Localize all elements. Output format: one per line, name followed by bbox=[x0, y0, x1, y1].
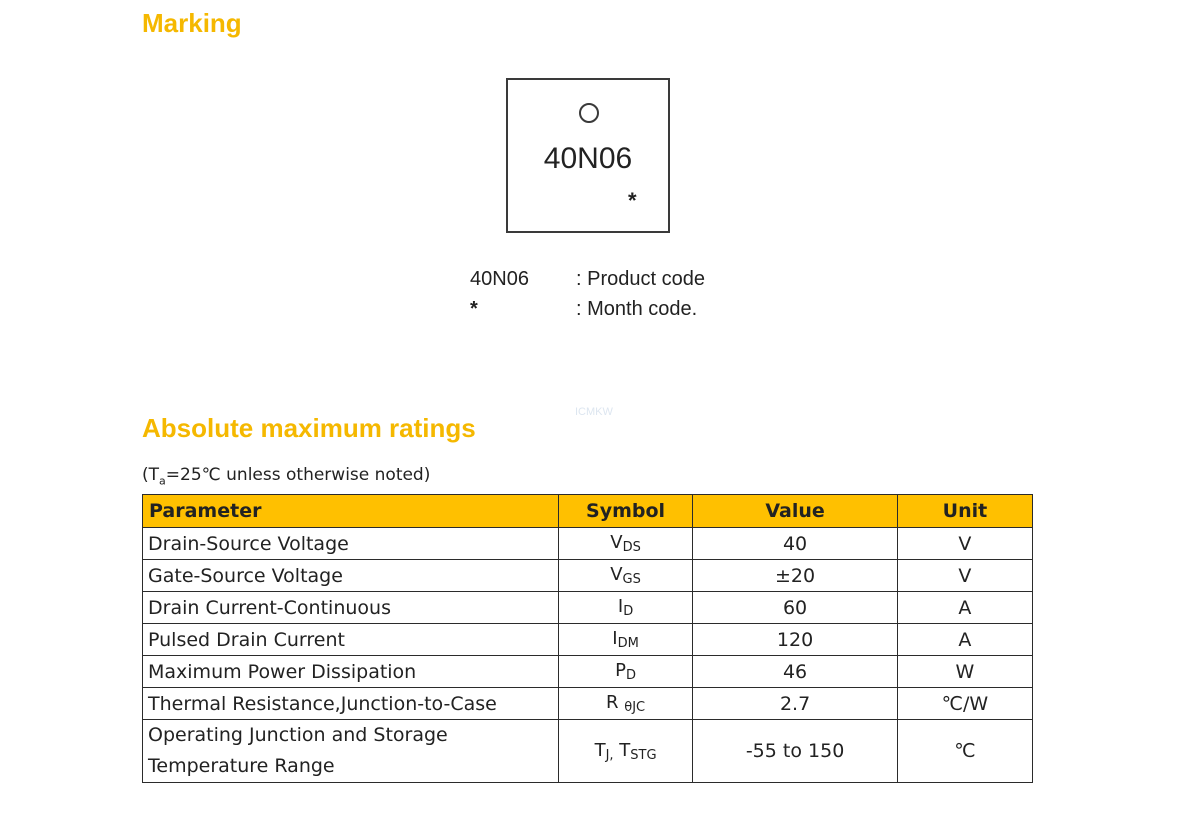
table-row bbox=[143, 624, 1033, 656]
cell-symbol: $P_D$ bbox=[558, 656, 692, 688]
cell-symbol: $I_D$ bbox=[558, 592, 692, 624]
cell-symbol: $T_{J,}$ $T_{STG}$ bbox=[558, 720, 692, 783]
header-value: Value bbox=[693, 495, 898, 528]
chip-package-outline bbox=[506, 78, 670, 233]
cell-value: 60 bbox=[693, 592, 898, 624]
legend-key: 40N06 bbox=[470, 267, 529, 290]
cell-parameter: Thermal Resistance,Junction-to-Case bbox=[143, 688, 559, 720]
chip-month-star: * bbox=[628, 188, 637, 213]
cell-unit: W bbox=[897, 656, 1032, 688]
cell-parameter: Gate-Source Voltage bbox=[143, 560, 559, 592]
table-row bbox=[143, 656, 1033, 688]
header-unit: Unit bbox=[897, 495, 1032, 528]
table-row bbox=[143, 720, 1033, 783]
cell-parameter: Maximum Power Dissipation bbox=[143, 656, 559, 688]
cell-value: 46 bbox=[693, 656, 898, 688]
cell-unit: A bbox=[897, 624, 1032, 656]
legend-key: * bbox=[470, 297, 478, 320]
cell-parameter: Drain-Source Voltage bbox=[143, 528, 559, 560]
cell-symbol: $V_{GS}$ bbox=[558, 560, 692, 592]
cell-unit: V bbox=[897, 528, 1032, 560]
cell-symbol: $V_{DS}$ bbox=[558, 528, 692, 560]
cell-unit: ℃ bbox=[897, 720, 1032, 783]
cell-parameter: Pulsed Drain Current bbox=[143, 624, 559, 656]
ratings-title: Absolute maximum ratings bbox=[142, 413, 476, 443]
cell-value: 120 bbox=[693, 624, 898, 656]
cell-value: 40 bbox=[693, 528, 898, 560]
header-symbol: Symbol bbox=[558, 495, 692, 528]
pin1-dot-icon bbox=[579, 103, 599, 123]
legend-desc: : Product code bbox=[576, 267, 705, 290]
cell-symbol: $I_{DM}$ bbox=[558, 624, 692, 656]
cell-parameter: Operating Junction and Storage Temperature Range bbox=[143, 720, 559, 783]
table-row bbox=[143, 528, 1033, 560]
cell-unit: A bbox=[897, 592, 1032, 624]
table-row bbox=[143, 688, 1033, 720]
cell-value: -55 to 150 bbox=[693, 720, 898, 783]
chip-marking-code: 40N06 bbox=[543, 142, 633, 175]
table-header-row bbox=[143, 495, 1033, 528]
ratings-note: ($T_a=25℃$ unless otherwise noted) bbox=[142, 465, 431, 488]
cell-value: ±20 bbox=[693, 560, 898, 592]
cell-unit: V bbox=[897, 560, 1032, 592]
watermark: ICMKW bbox=[575, 406, 613, 418]
legend-row-product bbox=[470, 264, 705, 294]
legend-row-month bbox=[470, 294, 705, 324]
legend-desc: : Month code. bbox=[576, 297, 698, 320]
cell-symbol: R $_{\theta JC}$ bbox=[558, 688, 692, 720]
marking-legend bbox=[470, 264, 705, 324]
header-parameter: Parameter bbox=[143, 495, 559, 528]
cell-parameter: Drain Current-Continuous bbox=[143, 592, 559, 624]
table-row bbox=[143, 560, 1033, 592]
marking-title: Marking bbox=[142, 8, 242, 38]
table-row bbox=[143, 592, 1033, 624]
ratings-table bbox=[142, 494, 1033, 783]
cell-unit: ℃/W bbox=[897, 688, 1032, 720]
cell-value: 2.7 bbox=[693, 688, 898, 720]
